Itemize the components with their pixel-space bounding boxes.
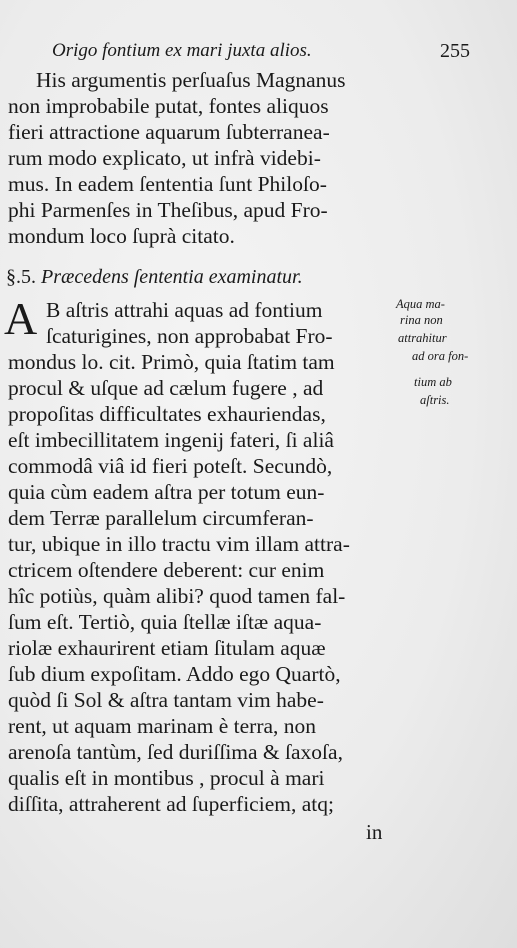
text-line: ſcaturigines, non approbabat Fro- — [46, 324, 333, 348]
page-number: 255 — [440, 40, 470, 62]
text-line: quia cùm eadem aſtra per totum eun- — [8, 480, 325, 504]
text-line: arenoſa tantùm, ſed duriſſima & ſaxoſa, — [8, 740, 343, 764]
text-line: tur, ubique in illo tractu vim illam attra- — [8, 532, 350, 556]
text-line: B aſtris attrahi aquas ad fontium — [46, 298, 323, 322]
section-heading — [6, 266, 303, 289]
text-line: propoſitas difficultates exhauriendas, — [8, 402, 326, 426]
margin-note-line: Aqua ma- — [396, 297, 445, 311]
margin-note-line: attrahitur — [398, 331, 447, 345]
text-line: fieri attractione aquarum ſubterranea- — [8, 120, 330, 144]
text-line: ſub dium expoſitam. Addo ego Quartò, — [8, 662, 341, 686]
margin-note-line: ad ora fon- — [412, 349, 469, 363]
text-line: mondus lo. cit. Primò, quia ſtatim tam — [8, 350, 335, 374]
drop-cap: A — [4, 293, 38, 344]
text-line: commodâ viâ id fieri poteſt. Secundò, — [8, 454, 333, 478]
text-line: rum modo explicato, ut infrà videbi- — [8, 146, 321, 170]
text-line: qualis eſt in montibus , procul à mari — [8, 766, 325, 790]
text-line: ſum eſt. Tertiò, quia ſtellæ iſtæ aqua- — [8, 610, 322, 634]
running-title: Origo fontium ex mari juxta alios. — [52, 40, 312, 61]
text-line: procul & uſque ad cælum fugere , ad — [8, 376, 324, 400]
margin-note-line: aſtris. — [420, 393, 450, 407]
text-line: riolæ exhaurirent etiam ſitulam aquæ — [8, 636, 326, 660]
margin-note-line: tium ab — [414, 375, 452, 389]
catchword: in — [366, 820, 383, 844]
text-line: rent, ut aquam marinam è terra, non — [8, 714, 317, 738]
text-line: non improbabile putat, fontes aliquos — [8, 94, 329, 118]
text-line: hîc potiùs, quàm alibi? quod tamen fal- — [8, 584, 346, 608]
text-line: quòd ſi Sol & aſtra tantam vim habe- — [8, 688, 324, 712]
text-line: mus. In eadem ſententia ſunt Philoſo- — [8, 172, 327, 196]
section-title: Præcedens ſententia examinatur. — [41, 266, 303, 288]
section-number: §.5. — [6, 266, 36, 288]
text-line: diſſita, attraherent ad ſuperficiem, atq; — [8, 792, 334, 816]
text-line: ctricem oſtendere deberent: cur enim — [8, 558, 325, 582]
text-line: mondum loco ſuprà citato. — [8, 224, 235, 248]
text-line: His argumentis perſuaſus Magnanus — [36, 68, 346, 92]
margin-note-line: rina non — [400, 313, 443, 327]
text-line: phi Parmenſes in Theſibus, apud Fro- — [8, 198, 328, 222]
text-line: dem Terræ parallelum circumferan- — [8, 506, 314, 530]
text-line: eſt imbecillitatem ingenij fateri, ſi aliâ — [8, 428, 334, 452]
